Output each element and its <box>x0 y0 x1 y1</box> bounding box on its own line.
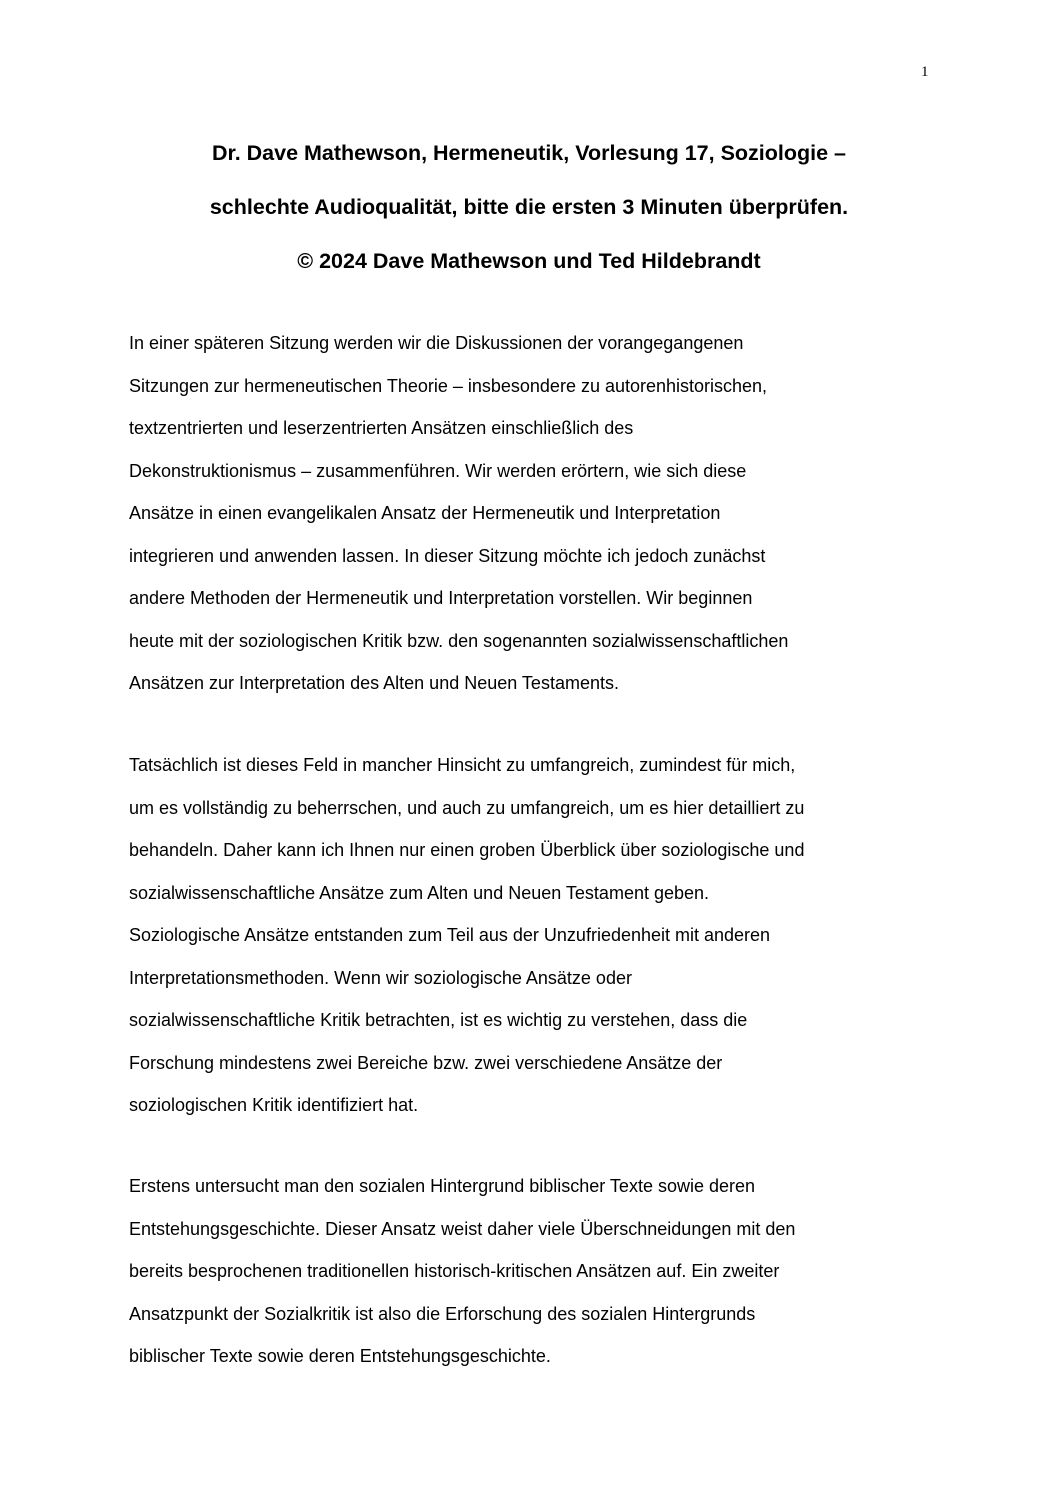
title-line: schlechte Audioqualität, bitte die ersten 3 Minuten überprüfen. <box>209 195 849 219</box>
text-line: Soziologische Ansätze entstanden zum Teil aus der Unzufriedenheit mit anderen <box>129 925 771 945</box>
text-line: Interpretationsmethoden. Wenn wir soziologische Ansätze oder <box>129 967 632 988</box>
text-line: sozialwissenschaftliche Ansätze zum Alten und Neuen Testament geben. <box>129 882 710 903</box>
text-line: um es vollständig zu beherrschen, und auch zu umfangreich, um es hier detailliert zu <box>129 797 805 818</box>
text-line: Ansätzen zur Interpretation des Alten und Neuen Testaments. <box>129 673 619 693</box>
text-line: Entstehungsgeschichte. Dieser Ansatz weist daher viele Überschneidungen mit den <box>129 1218 796 1239</box>
text-line: Erstens untersucht man den sozialen Hintergrund biblischer Texte sowie deren <box>129 1176 756 1196</box>
text-line: bereits besprochenen traditionellen historisch-kritischen Ansätzen auf. Ein zweiter <box>129 1261 780 1281</box>
text-line: heute mit der soziologischen Kritik bzw. den sogenannten sozialwissenschaftlichen <box>129 630 789 651</box>
text-line: Ansatzpunkt der Sozialkritik ist also die Erforschung des sozialen Hintergrunds <box>129 1303 756 1324</box>
document-title <box>100 126 958 288</box>
copyright-line: © 2024 Dave Mathewson und Ted Hildebrandt <box>297 249 761 273</box>
text-line: behandeln. Daher kann ich Ihnen nur einen groben Überblick über soziologische und <box>129 840 805 860</box>
text-line: Ansätze in einen evangelikalen Ansatz der Hermeneutik und Interpretation <box>129 503 721 523</box>
text-line: integrieren und anwenden lassen. In dieser Sitzung möchte ich jedoch zunächst <box>129 545 766 566</box>
text-line: sozialwissenschaftliche Kritik betrachten, ist es wichtig zu verstehen, dass die <box>129 1010 748 1030</box>
page-number: 1 <box>921 64 929 80</box>
text-line: biblischer Texte sowie deren Entstehungsgeschichte. <box>129 1346 551 1366</box>
paragraph-overview <box>129 744 929 1127</box>
title-line: Dr. Dave Mathewson, Hermeneutik, Vorlesung 17, Soziologie – <box>211 141 847 165</box>
paragraph-intro <box>129 322 929 705</box>
text-line: soziologischen Kritik identifiziert hat. <box>129 1095 419 1115</box>
text-line: textzentrierten und leserzentrierten Ansätzen einschließlich des <box>129 418 634 438</box>
text-line: andere Methoden der Hermeneutik und Interpretation vorstellen. Wir beginnen <box>129 588 753 608</box>
paragraph-first-approach <box>129 1165 929 1378</box>
text-line: Dekonstruktionismus – zusammenführen. Wir werden erörtern, wie sich diese <box>129 460 747 481</box>
text-line: Tatsächlich ist dieses Feld in mancher Hinsicht zu umfangreich, zumindest für mich, <box>129 755 796 775</box>
text-line: Forschung mindestens zwei Bereiche bzw. zwei verschiedene Ansätze der <box>129 1052 723 1073</box>
text-line: Sitzungen zur hermeneutischen Theorie – insbesondere zu autorenhistorischen, <box>129 375 768 396</box>
text-line: In einer späteren Sitzung werden wir die Diskussionen der vorangegangenen <box>129 333 744 353</box>
